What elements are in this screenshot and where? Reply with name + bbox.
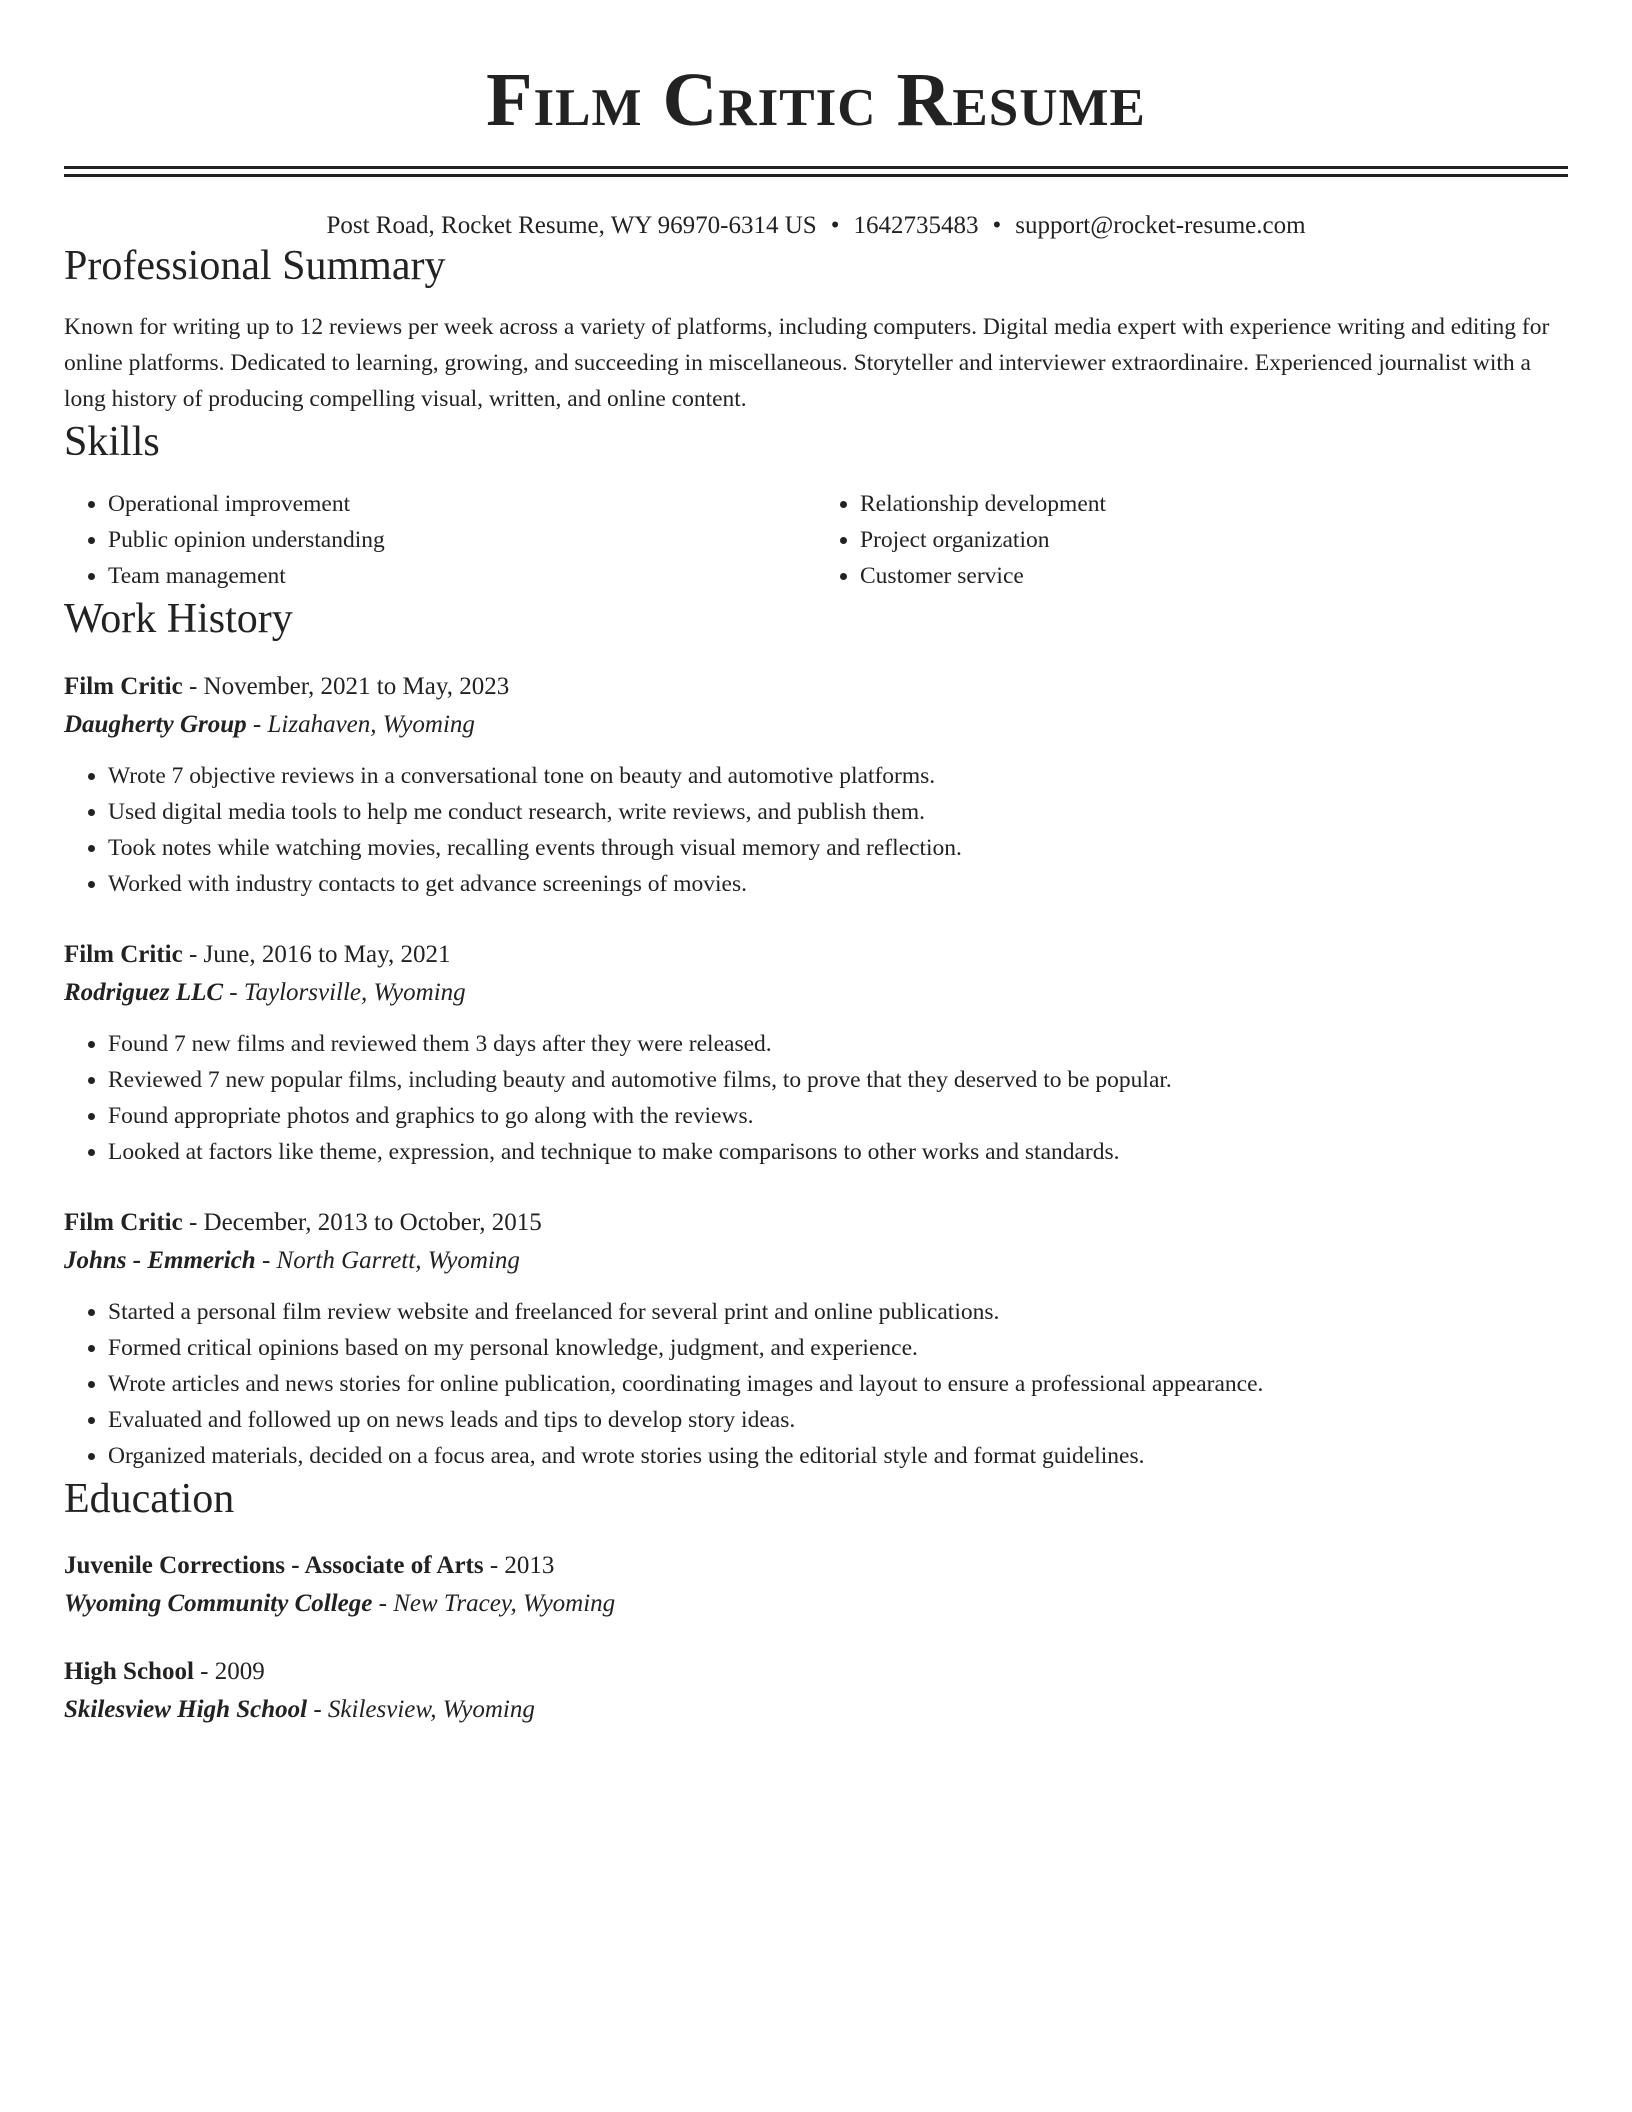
education-degree-line xyxy=(64,1653,1568,1691)
education-year: - 2009 xyxy=(193,1657,265,1685)
job-dates: - December, 2013 to October, 2015 xyxy=(182,1209,542,1237)
job-title: Film Critic xyxy=(64,941,183,969)
education-location: - New Tracey, Wyoming xyxy=(372,1589,616,1617)
job-bullet: • Organized materials, decided on a focus area, and wrote stories using the editorial style and format guidelines. xyxy=(108,1438,1568,1474)
job-entry xyxy=(64,936,1568,1170)
contact-email[interactable]: support@rocket-resume.com xyxy=(1015,212,1306,239)
job-bullet: • Found appropriate photos and graphics to go along with the reviews. xyxy=(108,1098,1568,1134)
job-company: Daugherty Group xyxy=(64,711,247,739)
job-company-line xyxy=(64,974,1568,1012)
education-school-line xyxy=(64,1691,1568,1729)
job-company: Johns - Emmerich xyxy=(64,1247,256,1275)
job-company-line xyxy=(64,706,1568,744)
education-school: Skilesview High School xyxy=(64,1695,308,1723)
job-bullet: • Started a personal film review website and freelanced for several print and online publications. xyxy=(108,1294,1568,1330)
job-bullet: • Wrote 7 objective reviews in a conversational tone on beauty and automotive platforms. xyxy=(108,758,1568,794)
job-location: - North Garrett, Wyoming xyxy=(255,1247,520,1275)
job-entry xyxy=(64,668,1568,902)
skill-item: • Relationship development xyxy=(860,486,1568,522)
skill-item: • Project organization xyxy=(860,522,1568,558)
job-bullets xyxy=(64,1294,1568,1474)
summary-heading: Professional Summary xyxy=(64,243,446,289)
job-title: Film Critic xyxy=(64,1209,183,1237)
job-bullet: • Found 7 new films and reviewed them 3 days after they were released. xyxy=(108,1026,1568,1062)
skill-item: • Team management xyxy=(108,558,816,594)
contact-line xyxy=(64,211,1568,241)
job-bullet: • Reviewed 7 new popular films, including beauty and automotive films, to prove that they deserved to be popular. xyxy=(108,1062,1568,1098)
job-location: - Taylorsville, Wyoming xyxy=(223,979,466,1007)
contact-separator: • xyxy=(992,212,1002,239)
skills-right-column xyxy=(816,486,1568,594)
education-location: - Skilesview, Wyoming xyxy=(307,1695,535,1723)
job-title-line xyxy=(64,668,1568,706)
skills-left-column xyxy=(64,486,816,594)
contact-phone: 1642735483 xyxy=(853,212,979,239)
education-school-line xyxy=(64,1585,1568,1623)
education-degree-line xyxy=(64,1547,1568,1585)
job-company-line xyxy=(64,1242,1568,1280)
job-entry xyxy=(64,1204,1568,1474)
education-year: - 2013 xyxy=(483,1551,555,1579)
resume-title: Film Critic Resume xyxy=(486,58,1146,142)
job-title: Film Critic xyxy=(64,673,183,701)
job-bullet: • Looked at factors like theme, expression, and technique to make comparisons to other works and standards. xyxy=(108,1134,1568,1170)
job-bullet: • Evaluated and followed up on news leads and tips to develop story ideas. xyxy=(108,1402,1568,1438)
skill-item: • Customer service xyxy=(860,558,1568,594)
skill-item: • Operational improvement xyxy=(108,486,816,522)
job-bullet: • Took notes while watching movies, recalling events through visual memory and reflection. xyxy=(108,830,1568,866)
job-dates: - November, 2021 to May, 2023 xyxy=(182,673,510,701)
education-entry xyxy=(64,1547,1568,1623)
job-location: - Lizahaven, Wyoming xyxy=(246,711,475,739)
education-heading: Education xyxy=(64,1476,235,1523)
job-bullet: • Worked with industry contacts to get advance screenings of movies. xyxy=(108,866,1568,902)
education-entry xyxy=(64,1653,1568,1729)
job-bullet: • Wrote articles and news stories for online publication, coordinating images and layout to ensure a professional appearance. xyxy=(108,1366,1568,1402)
education-degree: Juvenile Corrections - Associate of Arts xyxy=(64,1551,484,1579)
title-double-rule xyxy=(64,166,1568,177)
skill-item: • Public opinion understanding xyxy=(108,522,816,558)
job-title-line xyxy=(64,936,1568,974)
job-bullets xyxy=(64,758,1568,902)
job-bullet: • Used digital media tools to help me conduct research, write reviews, and publish them. xyxy=(108,794,1568,830)
education-degree: High School xyxy=(64,1657,194,1685)
contact-separator: • xyxy=(830,212,840,239)
skills-list xyxy=(64,486,1568,594)
skills-heading: Skills xyxy=(64,419,160,466)
contact-address: Post Road, Rocket Resume, WY 96970-6314 US xyxy=(326,212,817,239)
education-school: Wyoming Community College xyxy=(64,1589,373,1617)
job-title-line xyxy=(64,1204,1568,1242)
job-bullet: • Formed critical opinions based on my personal knowledge, judgment, and experience. xyxy=(108,1330,1568,1366)
work-history-heading: Work History xyxy=(64,595,293,642)
job-company: Rodriguez LLC xyxy=(64,979,224,1007)
job-bullets xyxy=(64,1026,1568,1170)
job-dates: - June, 2016 to May, 2021 xyxy=(182,941,451,969)
summary-text: Known for writing up to 12 reviews per week across a variety of platforms, including computers. Digital media expert with experience writing and editing for online platforms. Dedicated to learning, growing, and succeeding in miscellaneous. Storyteller and interviewer extraordinaire. Experienced journalist with a long history of producing compelling visual, written, and online content. xyxy=(64,314,1550,413)
